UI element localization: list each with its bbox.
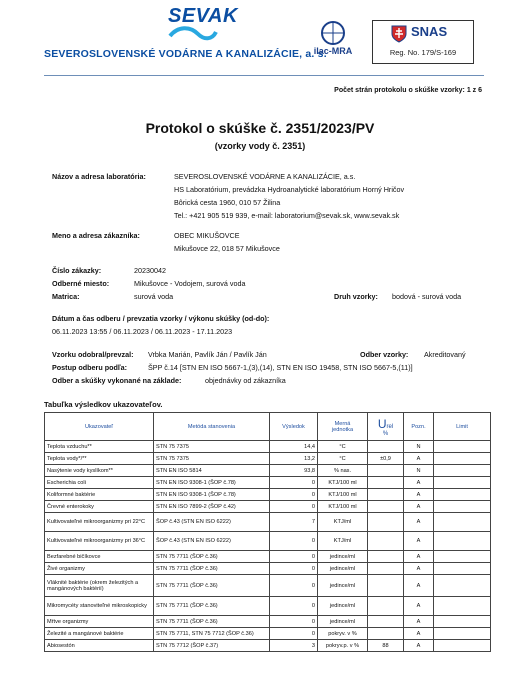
cell-indicator: Kultivovateľné mikroorganizmy pri 22°C xyxy=(45,513,154,532)
cell-result: 0 xyxy=(270,575,318,597)
cell-uncertainty xyxy=(368,597,404,616)
lab-line: SEVEROSLOVENSKÉ VODÁRNE A KANALIZÁCIE, a.s. xyxy=(174,172,356,181)
results-table xyxy=(44,412,491,652)
header-unit-line1: Merná xyxy=(334,420,351,427)
ilac-mra-label: ilac-MRA xyxy=(313,46,353,56)
header-unit-line2: jednotka xyxy=(331,426,354,433)
snas-logo-text: SNAS xyxy=(411,24,448,39)
cell-result: 0 xyxy=(270,628,318,640)
cell-result: 0 xyxy=(270,477,318,489)
cell-method: STN EN ISO 5814 xyxy=(154,465,270,477)
lab-label: Názov a adresa laboratória: xyxy=(52,172,146,181)
cell-method: STN 75 7712 (ŠOP č.37) xyxy=(154,640,270,652)
results-title: Tabuľka výsledkov ukazovateľov. xyxy=(44,400,163,409)
cell-indicator: Bezfarebné bičíkovce xyxy=(45,551,154,563)
cell-uncertainty xyxy=(368,551,404,563)
cell-indicator: Vláknité baktérie (okrem železitých a mangánových baktérií) xyxy=(45,575,154,597)
header-uncertainty xyxy=(368,413,404,441)
header-u-pct: % xyxy=(382,430,389,437)
cell-uncertainty xyxy=(368,628,404,640)
matrix-value: surová voda xyxy=(134,292,174,301)
ilac-mra-logo xyxy=(300,20,366,64)
cell-uncertainty xyxy=(368,477,404,489)
slovak-shield-icon xyxy=(391,25,407,43)
table-row xyxy=(45,489,491,501)
cell-method: STN 75 7711 (ŠOP č.36) xyxy=(154,575,270,597)
table-row xyxy=(45,465,491,477)
cell-uncertainty xyxy=(368,575,404,597)
cell-unit: jedince/ml xyxy=(318,575,368,597)
table-row xyxy=(45,513,491,532)
cell-unit: pokryv. v % xyxy=(318,628,368,640)
cell-result: 0 xyxy=(270,616,318,628)
table-row xyxy=(45,616,491,628)
sample-kind-label: Druh vzorky: xyxy=(334,292,378,301)
snas-accreditation-box xyxy=(372,20,474,64)
cell-result: 0 xyxy=(270,551,318,563)
customer-line: OBEC MIKUŠOVCE xyxy=(174,231,240,240)
cell-note: N xyxy=(404,441,434,453)
cell-limit xyxy=(434,628,491,640)
place-value: Mikušovce - Vodojem, surová voda xyxy=(134,279,246,288)
cell-result: 0 xyxy=(270,489,318,501)
table-row xyxy=(45,532,491,551)
cell-method: STN 75 7375 xyxy=(154,441,270,453)
cell-note: A xyxy=(404,616,434,628)
table-row xyxy=(45,640,491,652)
lab-line: HS Laboratórium, prevádzka Hydroanalytické laboratórium Horný Hričov xyxy=(174,185,405,194)
water-wave-logo-icon xyxy=(168,22,218,48)
cell-unit: jedince/ml xyxy=(318,597,368,616)
cell-result: 13,2 xyxy=(270,453,318,465)
cell-note: N xyxy=(404,465,434,477)
cell-uncertainty xyxy=(368,532,404,551)
cell-uncertainty xyxy=(368,441,404,453)
order-label: Číslo zákazky: xyxy=(52,266,102,275)
cell-note: A xyxy=(404,532,434,551)
dates-value: 06.11.2023 13:55 / 06.11.2023 / 06.11.2023 - 17.11.2023 xyxy=(52,327,233,336)
lab-line: Tel.: +421 905 519 939, e-mail: laboratorium@sevak.sk, www.sevak.sk xyxy=(174,211,400,220)
cell-limit xyxy=(434,489,491,501)
sampler-value: Akreditovaný xyxy=(424,350,466,359)
cell-unit: jedince/ml xyxy=(318,551,368,563)
cell-method: STN EN ISO 9308-1 (ŠOP č.78) xyxy=(154,489,270,501)
cell-note: A xyxy=(404,453,434,465)
cell-indicator: Koliformné baktérie xyxy=(45,489,154,501)
cell-indicator: Teplota vody*/** xyxy=(45,453,154,465)
procedure-label: Postup odberu podľa: xyxy=(52,363,128,372)
cell-method: STN 75 7711, STN 75 7712 (ŠOP č.36) xyxy=(154,628,270,640)
cell-note: A xyxy=(404,513,434,532)
cell-indicator: Železité a mangánové baktérie xyxy=(45,628,154,640)
cell-note: A xyxy=(404,628,434,640)
cell-note: A xyxy=(404,477,434,489)
cell-note: A xyxy=(404,501,434,513)
cell-result: 3 xyxy=(270,640,318,652)
cell-limit xyxy=(434,640,491,652)
table-row xyxy=(45,453,491,465)
cell-unit: pokryv.p. v % xyxy=(318,640,368,652)
cell-result: 14,4 xyxy=(270,441,318,453)
cell-note: A xyxy=(404,551,434,563)
cell-unit: KTJ/100 ml xyxy=(318,477,368,489)
company-banner: SEVEROSLOVENSKÉ VODÁRNE A KANALIZÁCIE, a. s. xyxy=(44,48,327,60)
sampled-by-label: Vzorku odobral/prevzal: xyxy=(52,350,134,359)
sampled-by-value: Vrbka Marián, Pavlík Ján / Pavlík Ján xyxy=(148,350,267,359)
table-row xyxy=(45,563,491,575)
cell-unit: °C xyxy=(318,453,368,465)
cell-limit xyxy=(434,453,491,465)
cell-method: ŠOP č.43 (STN EN ISO 6222) xyxy=(154,513,270,532)
protocol-subtitle: (vzorky vody č. 2351) xyxy=(214,141,306,151)
matrix-label: Matrica: xyxy=(52,292,80,301)
cell-uncertainty xyxy=(368,563,404,575)
cell-uncertainty xyxy=(368,513,404,532)
cell-limit xyxy=(434,441,491,453)
cell-limit xyxy=(434,501,491,513)
cell-unit: jedince/ml xyxy=(318,563,368,575)
protocol-title: Protokol o skúške č. 2351/2023/PV xyxy=(145,120,375,136)
header-note: Pozn. xyxy=(404,413,434,441)
header-method: Metóda stanovenia xyxy=(154,413,270,441)
ilac-globe-icon xyxy=(300,20,366,46)
cell-method: ŠOP č.43 (STN EN ISO 6222) xyxy=(154,532,270,551)
cell-result: 0 xyxy=(270,532,318,551)
table-row xyxy=(45,501,491,513)
cell-limit xyxy=(434,477,491,489)
table-row xyxy=(45,597,491,616)
customer-label: Meno a adresa zákazníka: xyxy=(52,231,140,240)
cell-indicator: Teplota vzduchu** xyxy=(45,441,154,453)
cell-indicator: Escherichia coli xyxy=(45,477,154,489)
cell-uncertainty xyxy=(368,616,404,628)
cell-unit: % nas. xyxy=(318,465,368,477)
header-u-main: U xyxy=(377,416,387,431)
cell-result: 0 xyxy=(270,597,318,616)
place-label: Odberné miesto: xyxy=(52,279,110,288)
header-u-sub: rel xyxy=(386,423,394,430)
cell-method: STN 75 7375 xyxy=(154,453,270,465)
cell-result: 93,8 xyxy=(270,465,318,477)
cell-limit xyxy=(434,513,491,532)
cell-method: STN EN ISO 7899-2 (ŠOP č.42) xyxy=(154,501,270,513)
dates-label: Dátum a čas odberu / prevzatia vzorky / výkonu skúšky (od-do): xyxy=(52,314,270,323)
basis-value: objednávky od zákazníka xyxy=(205,376,286,385)
order-value: 20230042 xyxy=(134,266,166,275)
header-limit: Limit xyxy=(434,413,491,441)
sampler-label: Odber vzorky: xyxy=(360,350,409,359)
header-unit xyxy=(318,413,368,441)
cell-result: 0 xyxy=(270,563,318,575)
cell-limit xyxy=(434,563,491,575)
cell-result: 7 xyxy=(270,513,318,532)
cell-indicator: Živé organizmy xyxy=(45,563,154,575)
table-row xyxy=(45,441,491,453)
table-row xyxy=(45,477,491,489)
cell-method: STN 75 7711 (ŠOP č.36) xyxy=(154,616,270,628)
cell-note: A xyxy=(404,575,434,597)
customer-line: Mikušovce 22, 018 57 Mikušovce xyxy=(174,244,280,253)
procedure-value: ŠPP č.14 [STN EN ISO 5667-1,(3),(14), STN EN ISO 19458, STN ISO 5667-5,(11)] xyxy=(148,363,413,372)
cell-indicator: Kultivovateľné mikroorganizmy pri 36°C xyxy=(45,532,154,551)
cell-note: A xyxy=(404,489,434,501)
cell-uncertainty xyxy=(368,489,404,501)
header-indicator: Ukazovateľ xyxy=(45,413,154,441)
cell-limit xyxy=(434,551,491,563)
cell-indicator: Mikromycéty stanoviteľné mikroskopicky xyxy=(45,597,154,616)
table-row xyxy=(45,551,491,563)
cell-result: 0 xyxy=(270,501,318,513)
cell-uncertainty xyxy=(368,465,404,477)
cell-limit xyxy=(434,575,491,597)
cell-limit xyxy=(434,532,491,551)
cell-indicator: Nasýtenie vody kyslíkom** xyxy=(45,465,154,477)
cell-limit xyxy=(434,597,491,616)
cell-method: STN EN ISO 9308-1 (ŠOP č.78) xyxy=(154,477,270,489)
cell-method: STN 75 7711 (ŠOP č.36) xyxy=(154,597,270,616)
header-divider xyxy=(44,75,484,76)
cell-unit: KTJ/ml xyxy=(318,513,368,532)
cell-method: STN 75 7711 (ŠOP č.36) xyxy=(154,551,270,563)
table-row xyxy=(45,628,491,640)
cell-uncertainty: ±0,9 xyxy=(368,453,404,465)
header-result: Výsledok xyxy=(270,413,318,441)
cell-unit: KTJ/100 ml xyxy=(318,501,368,513)
cell-method: STN 75 7711 (ŠOP č.36) xyxy=(154,563,270,575)
table-row xyxy=(45,575,491,597)
cell-limit xyxy=(434,465,491,477)
cell-uncertainty xyxy=(368,501,404,513)
company-logo-name: SEVAK xyxy=(168,5,238,27)
cell-unit: °C xyxy=(318,441,368,453)
snas-registration: Reg. No. 179/S-169 xyxy=(389,48,457,57)
cell-unit: jedince/ml xyxy=(318,616,368,628)
sample-kind-value: bodová - surová voda xyxy=(392,292,462,301)
cell-unit: KTJ/100 ml xyxy=(318,489,368,501)
cell-indicator: Abiosestón xyxy=(45,640,154,652)
cell-indicator: Črevné enterokoky xyxy=(45,501,154,513)
cell-unit: KTJ/ml xyxy=(318,532,368,551)
cell-note: A xyxy=(404,597,434,616)
cell-indicator: Mŕtve organizmy xyxy=(45,616,154,628)
cell-limit xyxy=(434,616,491,628)
results-header-row xyxy=(45,413,491,441)
cell-uncertainty: 88 xyxy=(368,640,404,652)
cell-note: A xyxy=(404,640,434,652)
lab-line: Bôrická cesta 1960, 010 57 Žilina xyxy=(174,198,281,207)
basis-label: Odber a skúšky vykonané na základe: xyxy=(52,376,182,385)
page-count: Počet strán protokolu o skúške vzorky: 1 z 6 xyxy=(334,87,482,94)
cell-note: A xyxy=(404,563,434,575)
